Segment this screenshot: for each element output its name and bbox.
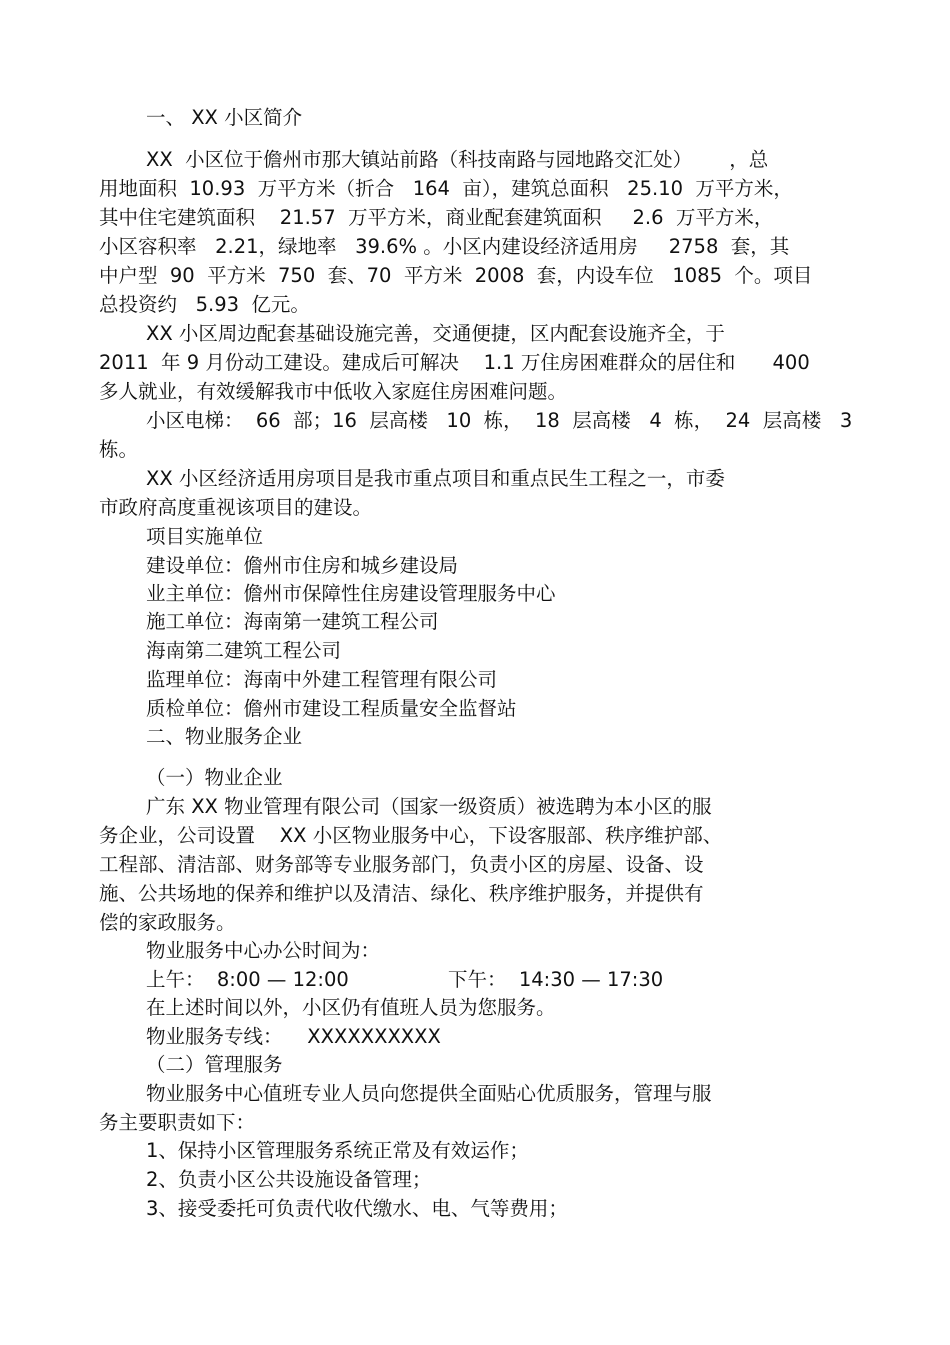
paragraph-line: 小区电梯： 66 部；16 层高楼 10 栋， 18 层高楼 4 栋， 24 层高楼 3: [146, 409, 853, 432]
paragraph-line: 总投资约 5.93 亿元。: [99, 293, 310, 316]
paragraph-line: 务企业，公司设置 XX 小区物业服务中心，下设客服部、秩序维护部、: [99, 824, 723, 847]
unit-line: 质检单位：儋州市建设工程质量安全监督站: [146, 697, 517, 720]
paragraph-line: 物业服务中心值班专业人员向您提供全面贴心优质服务，管理与服: [146, 1082, 712, 1105]
paragraph-line: 施、公共场地的保养和维护以及清洁、绿化、秩序维护服务，并提供有: [99, 882, 704, 905]
subheading: （一）物业企业: [146, 766, 283, 789]
paragraph-line: XX 小区位于儋州市那大镇站前路（科技南路与园地路交汇处） ，总: [146, 148, 769, 171]
service-hotline: 物业服务专线： XXXXXXXXXX: [146, 1025, 441, 1048]
paragraph-line: 栋。: [99, 438, 139, 461]
unit-line: 海南第二建筑工程公司: [146, 639, 342, 662]
office-hours: 上午： 8:00 — 12:00 下午： 14:30 — 17:30: [146, 968, 664, 991]
paragraph-line: XX 小区周边配套基础设施完善，交通便捷，区内配套设施齐全，于: [146, 322, 725, 345]
unit-line: 业主单位：儋州市保障性住房建设管理服务中心: [146, 582, 556, 605]
section-heading: 二、物业服务企业: [146, 725, 303, 748]
list-item: 2、负责小区公共设施设备管理；: [146, 1168, 432, 1191]
paragraph-line: 2011 年 9 月份动工建设。建成后可解决 1.1 万住房困难群众的居住和 400: [99, 351, 810, 374]
section-heading: 一、 XX 小区简介: [146, 106, 303, 129]
unit-line: 建设单位：儋州市住房和城乡建设局: [146, 554, 459, 577]
subheading: 项目实施单位: [146, 525, 264, 548]
paragraph-line: 其中住宅建筑面积 21.57 万平方米，商业配套建筑面积 2.6 万平方米，: [99, 206, 774, 229]
paragraph-line: 务主要职责如下：: [99, 1111, 256, 1134]
paragraph-line: 广东 XX 物业管理有限公司（国家一级资质）被选聘为本小区的服: [146, 795, 712, 818]
paragraph-line: XX 小区经济适用房项目是我市重点项目和重点民生工程之一，市委: [146, 467, 725, 490]
list-item: 1、保持小区管理服务系统正常及有效运作；: [146, 1139, 529, 1162]
unit-line: 监理单位：海南中外建工程管理有限公司: [146, 668, 498, 691]
paragraph-line: 小区容积率 2.21，绿地率 39.6% 。小区内建设经济适用房 2758 套，其: [99, 235, 790, 258]
unit-line: 施工单位：海南第一建筑工程公司: [146, 610, 439, 633]
paragraph-line: 在上述时间以外，小区仍有值班人员为您服务。: [146, 996, 556, 1019]
paragraph-line: 工程部、清洁部、财务部等专业服务部门，负责小区的房屋、设备、设: [99, 853, 704, 876]
paragraph-line: 中户型 90 平方米 750 套、70 平方米 2008 套，内设车位 1085 个。项目: [99, 264, 813, 287]
paragraph-line: 市政府高度重视该项目的建设。: [99, 496, 373, 519]
paragraph-line: 偿的家政服务。: [99, 911, 236, 934]
list-item: 3、接受委托可负责代收代缴水、电、气等费用；: [146, 1197, 568, 1220]
paragraph-line: 物业服务中心办公时间为：: [146, 939, 381, 962]
paragraph-line: 多人就业，有效缓解我市中低收入家庭住房困难问题。: [99, 380, 568, 403]
subheading: （二）管理服务: [146, 1053, 283, 1076]
paragraph-line: 用地面积 10.93 万平方米（折合 164 亩），建筑总面积 25.10 万平方米，: [99, 177, 793, 200]
